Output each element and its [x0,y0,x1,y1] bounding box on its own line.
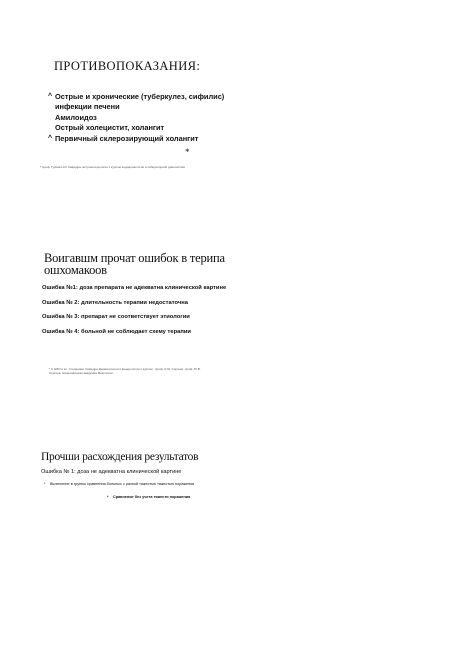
list-item-bold [107,495,190,499]
bullet-marker: * [44,482,46,486]
list-item-text: Острый холецистит, холангит [55,123,165,133]
bullet-marker [48,113,55,123]
section1-list [48,92,248,144]
list-item [48,123,248,133]
section1-footnote: * проф. Гурова Н.И. Кафедра гастроэнтерологии с курсом эндокринологии и лабораторной диагностики [40,165,186,169]
bullet-marker: ^ [48,93,53,100]
section3-list [44,482,214,487]
list-item-text: Острые и хронические (туберкулез, сифилис) инфекции печени [55,92,225,111]
list-item [48,113,248,123]
bullet-marker [48,123,55,133]
list-item-text: Включение в группы сравнения больных с разной тяжестью тяжестью поражения [50,482,195,486]
list-item: Ошибка № 4: больной не соблюдает схему терапии [42,328,191,335]
bullet-marker: ^ [48,134,53,142]
list-item: Ошибка № 2: длительность терапии недостаточна [42,299,188,306]
section1-title: ПРОТИВОПОКАЗАНИЯ: [54,59,201,73]
section2-title: Воигавшм прочат ошибок в терипа ошхомакоов [44,251,225,277]
section3-title: Прочши расхождения результатов [41,451,199,463]
list-item: Ошибка №1: доза препарата не адекватна клинической картине [42,285,227,291]
section2-list [42,285,232,343]
list-item-text: Первичный склерозирующий холангит [55,133,199,143]
list-item [44,482,214,487]
section3-subtitle: Ошибка № 1: доза не адекватна клинической картине [41,469,182,475]
list-item: Ошибка № 3: препарат не соответствует этиологии [42,314,190,320]
list-item [48,92,248,112]
section2-footnote: * С НИИ и кл. Степанова. Кафедра Дерматологии и венерологии с курсом . проф. А.Ю. Сергеев. проф. Ю.В. Сергеев. Национальная академия Микологии [49,367,201,376]
footnote-mark: * [185,147,190,157]
bullet-marker: * [107,495,109,499]
list-item-text: Сравнение без учета тяжести поражения [113,495,191,499]
list-item-text: Амилоидоз [55,112,97,122]
list-item [48,134,248,144]
